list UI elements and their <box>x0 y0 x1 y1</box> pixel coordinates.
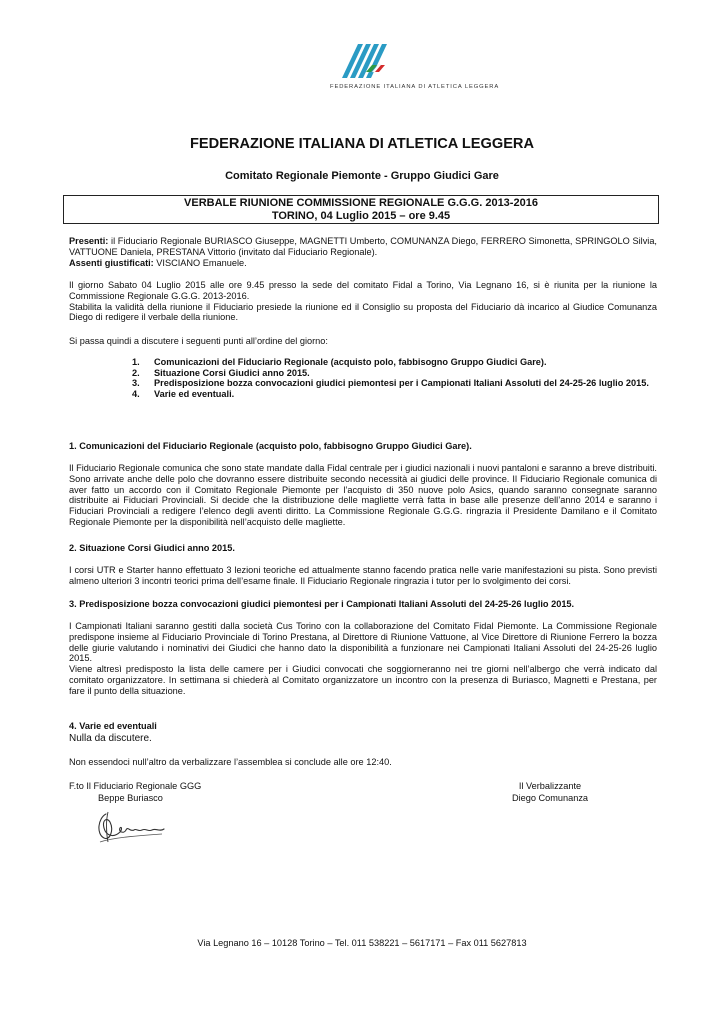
meeting-title: VERBALE RIUNIONE COMMISSIONE REGIONALE G.G.G. 2013-2016 <box>184 197 538 209</box>
agenda-number: 3. <box>132 378 140 389</box>
meeting-title-box <box>63 195 659 224</box>
attendance-block <box>69 236 657 268</box>
document-subtitle: Comitato Regionale Piemonte - Gruppo Giudici Gare <box>225 170 499 182</box>
logo-caption: FEDERAZIONE ITALIANA DI ATLETICA LEGGERA <box>330 84 500 90</box>
section-3-body <box>69 621 657 697</box>
section-3-paragraph: Viene altresì predisposto la lista delle camere per i Giudici convocati che soggiorneranno nei tre giorni nell’albergo che verrà indicato dal comitato organizzatore. In settimana si chiederà al Comitato organizzatore un incontro con la presenza di Buriasco, Magnetti e Prestana, per fare il punto della situazione. <box>69 664 657 696</box>
present-label: Presenti: <box>69 236 109 246</box>
left-signatory-role: F.to Il Fiduciario Regionale GGG <box>69 781 202 791</box>
agenda-text: Varie ed eventuali. <box>154 388 235 399</box>
section-3-paragraph: I Campionati Italiani saranno gestiti dalla società Cus Torino con la collaborazione del Comitato Fidal Piemonte. La Commissione Regionale predispone insieme al Fiduciario Provinciale di Torino Prestana, al Direttore di Riunione Vattuone, al Vice Direttore di Riunione Ferrero la bozza delle giurie valutando i nominativi dei Giudici che hanno dato la disponibilità a funzionare nei Campionati Italiani Assoluti del 24-25-26 luglio 2015. <box>69 621 657 664</box>
section-2-heading: 2. Situazione Corsi Giudici anno 2015. <box>69 543 235 553</box>
meeting-date: TORINO, 04 Luglio 2015 – ore 9.45 <box>271 210 451 222</box>
agenda-number: 4. <box>132 388 140 399</box>
agenda-item <box>132 357 660 368</box>
agenda-text: Predisposizione bozza convocazioni giudici piemontesi per i Campionati Italiani Assoluti del 24-25-26 luglio 2015. <box>154 378 649 389</box>
intro-block <box>69 280 657 323</box>
section-1-heading: 1. Comunicazioni del Fiduciario Regionale (acquisto polo, fabbisogno Gruppo Giudici Gare). <box>69 441 472 451</box>
closing-statement: Non essendoci null’altro da verbalizzare l’assemblea si conclude alle ore 12:40. <box>69 757 392 767</box>
absent-list: VISCIANO Emanuele. <box>153 257 247 268</box>
agenda-number: 1. <box>132 357 140 367</box>
left-signatory-name: Beppe Buriasco <box>98 793 163 803</box>
absent-label: Assenti giustificati: <box>69 257 154 268</box>
right-signatory-name: Diego Comunanza <box>511 793 589 803</box>
right-signatory-role: Il Verbalizzante <box>518 781 582 791</box>
intro-paragraph: Il giorno Sabato 04 Luglio 2015 alle ore 9.45 presso la sede del comitato Fidal a Torino, Via Legnano 16, si è riunita per la riunione la Commissione Regionale G.G.G. 2013-2016. <box>69 280 657 301</box>
agenda-intro: Si passa quindi a discutere i seguenti punti all’ordine del giorno: <box>69 336 328 346</box>
agenda-text: Situazione Corsi Giudici anno 2015. <box>154 367 310 378</box>
section-3-heading: 3. Predisposizione bozza convocazioni giudici piemontesi per i Campionati Italiani Assoluti del 24-25-26 luglio 2015. <box>69 599 575 609</box>
section-4-body: Nulla da discutere. <box>69 733 152 744</box>
agenda-item <box>132 368 660 379</box>
intro-paragraph: Stabilita la validità della riunione il Fiduciario presiede la riunione ed il Consiglio su proposta del Fiduciario dà incarico al Giudice Comunanza Diego di redigere il verbale della riunione. <box>69 301 657 323</box>
agenda-item <box>132 378 660 389</box>
section-2-body: I corsi UTR e Starter hanno effettuato 3 lezioni teoriche ed attualmente stanno facendo pratica nelle varie manifestazioni su pista. Sono previsti almeno ulteriori 3 incontri teorici prima dell’esame finale. Il Fiduciario Regionale ringrazia i tutor per lo svolgimento dei corsi. <box>69 565 657 586</box>
agenda-item <box>132 389 660 400</box>
handwritten-signature-icon <box>92 808 170 848</box>
document-title: FEDERAZIONE ITALIANA DI ATLETICA LEGGERA <box>189 136 535 152</box>
footer-contact: Via Legnano 16 – 10128 Torino – Tel. 011 538221 – 5617171 – Fax 011 5627813 <box>197 938 527 948</box>
section-4-heading: 4. Varie ed eventuali <box>69 721 157 731</box>
signature-right-block <box>500 780 600 804</box>
agenda-number: 2. <box>132 367 140 378</box>
agenda-text: Comunicazioni del Fiduciario Regionale (acquisto polo, fabbisogno Gruppo Giudici Gare). <box>154 357 547 367</box>
signature-left-block <box>69 780 201 804</box>
agenda-list <box>132 357 660 399</box>
section-1-body: Il Fiduciario Regionale comunica che sono state mandate dalla Fidal centrale per i giudici nazionali i nuovi pantaloni e saranno a breve distribuiti. Sono arrivate anche delle polo che dovranno essere distribuite secondo necessità ai giudici delle province. Il Fiduciario Regionale comunica di aver fatto un accordo con il Comitato Regionale Piemonte per l’acquisto di 350 nuove polo Asics, quando saranno consegnate saranno distribuite ai Fiduciari Provinciali. Si decide che la distribuzione delle magliette verrà fatta in base alle presenze dell’anno 2014 e saranno i Fiduciari Provinciali a redigere l’elenco degli aventi diritto. La Commissione Regionale G.G.G. ringrazia il Presidente Damilano e il Comitato Regionale Piemonte per la disponibilità nell’acquisto delle magliette. <box>69 463 657 527</box>
present-list: il Fiduciario Regionale BURIASCO Giuseppe, MAGNETTI Umberto, COMUNANZA Diego, FERRERO Simonetta, SPRINGOLO Silvia, VATTUONE Daniela, PRESTANA Vittorio (invitato dal Fiduciario Regionale). <box>69 236 657 257</box>
